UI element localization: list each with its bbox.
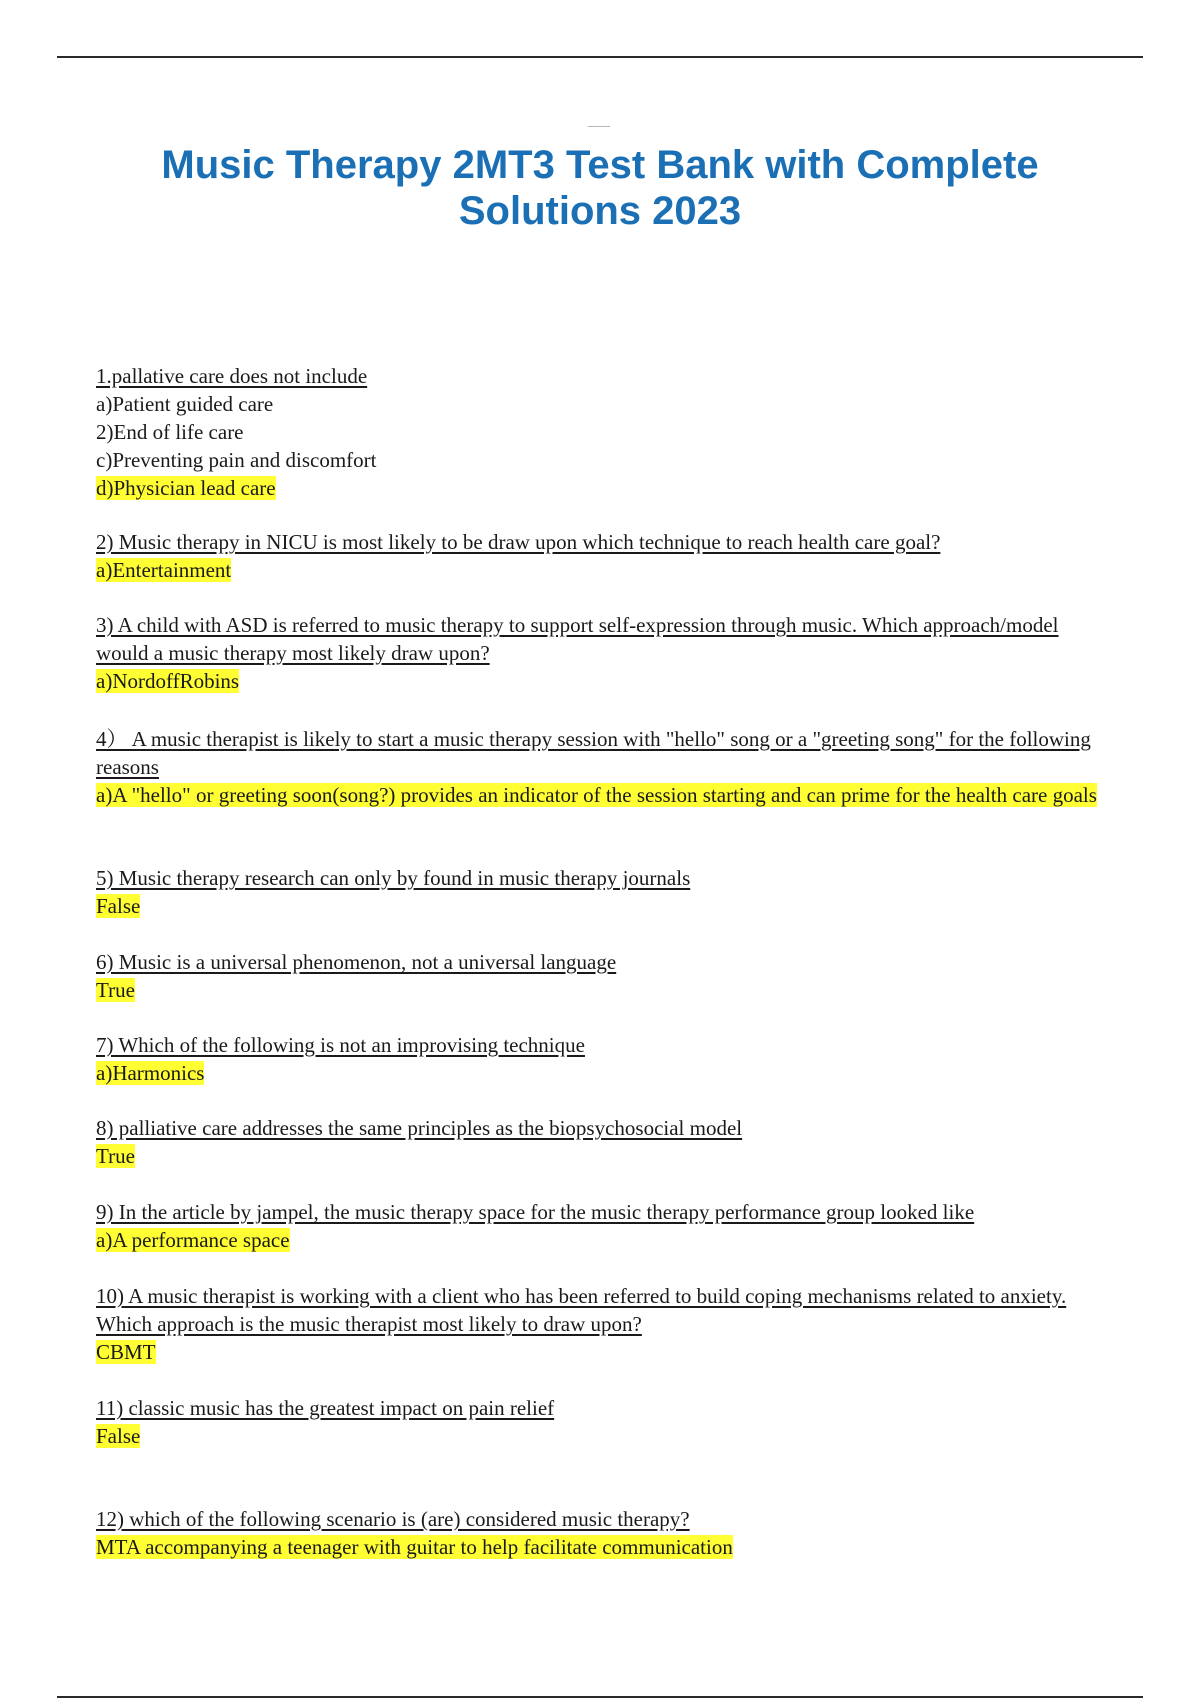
document-title: Music Therapy 2MT3 Test Bank with Complete Solutions 2023 <box>161 143 1039 233</box>
question-text: 1.pallative care does not include <box>96 364 368 388</box>
top-rule <box>57 56 1143 58</box>
correct-answer: a)A performance space <box>96 1228 290 1252</box>
question-block-7 <box>96 1031 1106 1087</box>
question-block-1 <box>96 362 1106 502</box>
correct-answer: MTA accompanying a teenager with guitar to help facilitate communication <box>96 1535 733 1559</box>
question-block-11 <box>96 1394 1106 1450</box>
header-mark <box>588 126 610 127</box>
correct-answer: CBMT <box>96 1340 156 1364</box>
correct-answer: d)Physician lead care <box>96 476 276 500</box>
correct-answer: a)A "hello" or greeting soon(song?) provides an indicator of the session starting and can prime for the health care goals <box>96 783 1097 807</box>
correct-answer: a)Entertainment <box>96 558 232 582</box>
correct-answer: False <box>96 894 141 918</box>
answer-option: 2)End of life care <box>96 420 244 444</box>
correct-answer: True <box>96 978 135 1002</box>
question-text: 9) In the article by jampel, the music therapy space for the music therapy performance group looked like <box>96 1200 975 1224</box>
correct-answer: True <box>96 1144 135 1168</box>
question-block-2 <box>96 528 1106 584</box>
question-text: 7) Which of the following is not an improvising technique <box>96 1033 585 1057</box>
correct-answer: False <box>96 1424 141 1448</box>
question-block-3 <box>96 611 1106 695</box>
question-text: 6) Music is a universal phenomenon, not a universal language <box>96 950 617 974</box>
answer-option: a)Patient guided care <box>96 392 274 416</box>
question-block-5 <box>96 864 1106 920</box>
question-block-10 <box>96 1282 1106 1366</box>
question-block-12 <box>96 1505 1106 1561</box>
question-text: 10) A music therapist is working with a client who has been referred to build coping mechanisms related to anxiety. Which approach is the music therapist most likely to draw upon? <box>96 1284 1067 1336</box>
question-text: 11) classic music has the greatest impact on pain relief <box>96 1396 555 1420</box>
correct-answer: a)Harmonics <box>96 1061 205 1085</box>
bottom-rule <box>57 1696 1143 1698</box>
question-text: 4） A music therapist is likely to start a music therapy session with "hello" song or a "greeting song" for the following reasons <box>96 727 1091 779</box>
answer-option: c)Preventing pain and discomfort <box>96 448 377 472</box>
question-block-9 <box>96 1198 1106 1254</box>
question-text: 8) palliative care addresses the same principles as the biopsychosocial model <box>96 1116 743 1140</box>
question-text: 2) Music therapy in NICU is most likely to be draw upon which technique to reach health care goal? <box>96 530 941 554</box>
question-block-4 <box>96 725 1106 809</box>
question-block-8 <box>96 1114 1106 1170</box>
question-text: 12) which of the following scenario is (are) considered music therapy? <box>96 1507 690 1531</box>
correct-answer: a)NordoffRobins <box>96 669 240 693</box>
question-text: 5) Music therapy research can only by found in music therapy journals <box>96 866 691 890</box>
question-text: 3) A child with ASD is referred to music therapy to support self-expression through music. Which approach/model would a music therapy most likely draw upon? <box>96 613 1059 665</box>
question-block-6 <box>96 948 1106 1004</box>
